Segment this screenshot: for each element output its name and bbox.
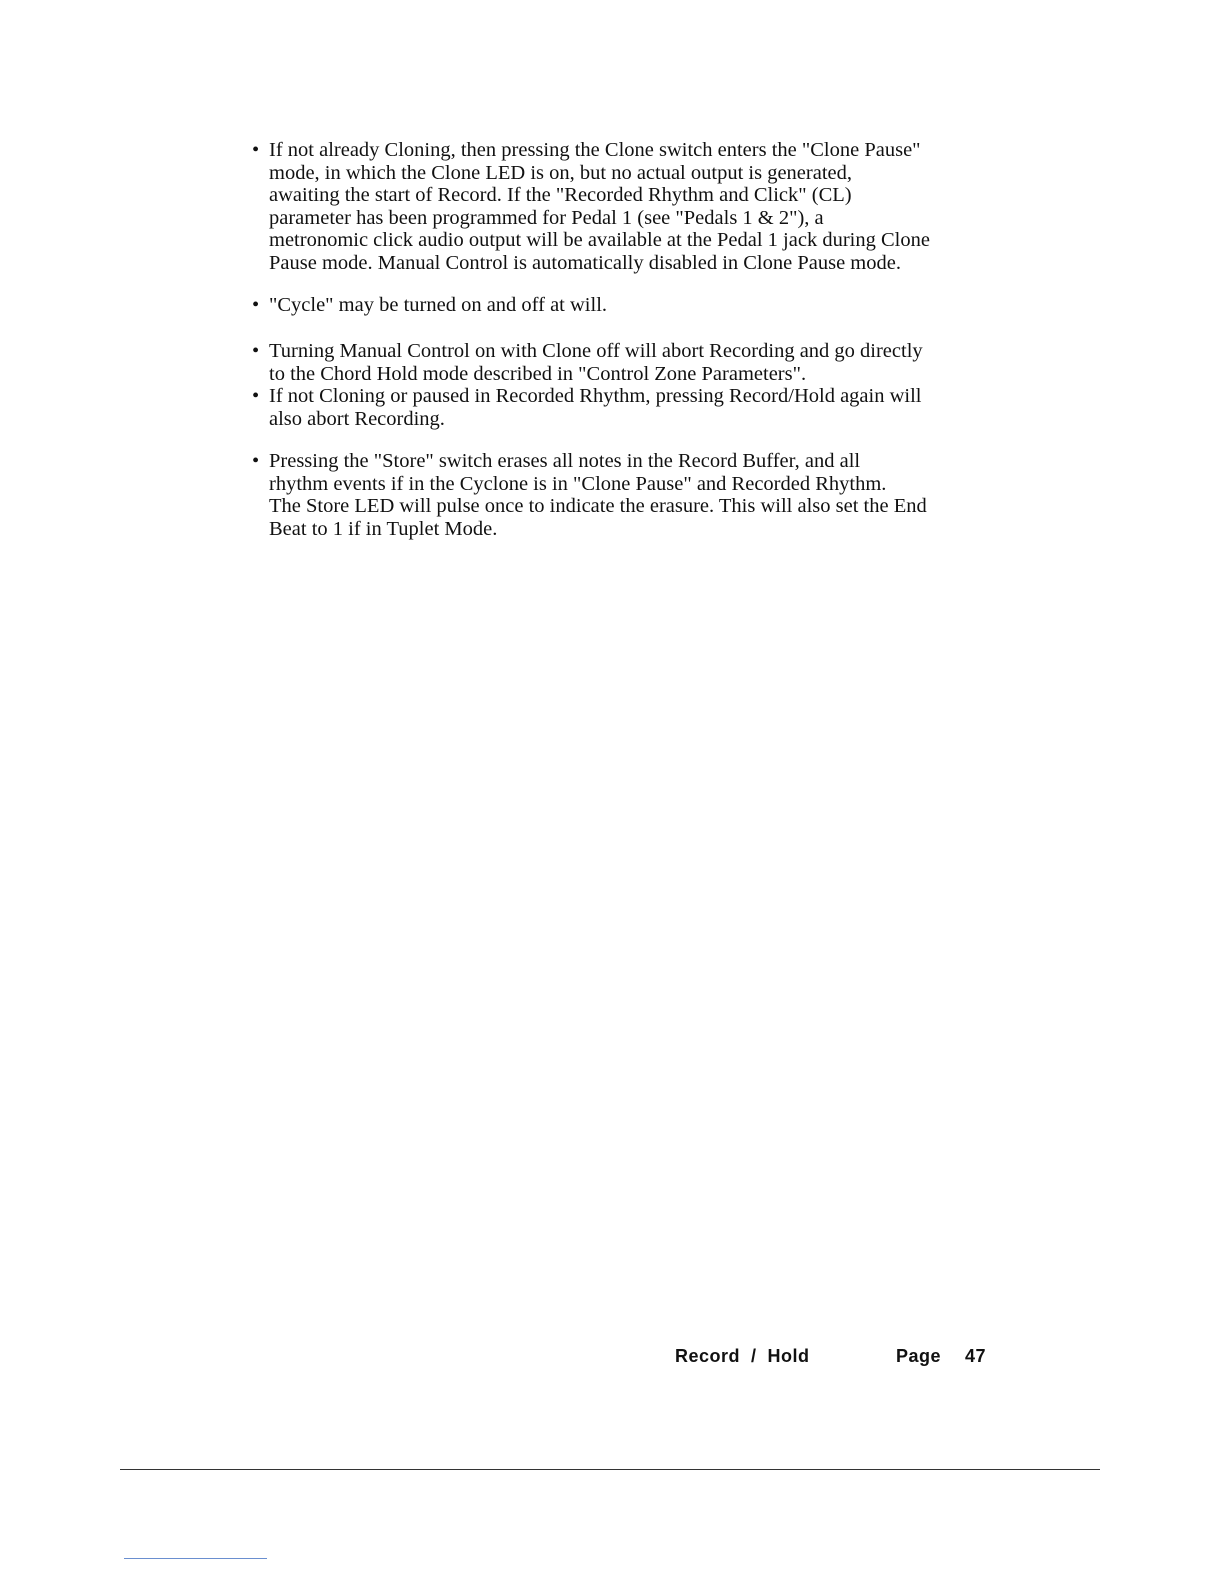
bullet-item-cycle [252,294,997,317]
text-line: "Cycle" may be turned on and off at will. [269,294,608,316]
bullet-text [269,450,997,540]
text-line: Pause mode. Manual Control is automatically disabled in Clone Pause mode. [269,251,901,274]
bullet-text [269,385,997,430]
text-line: to the Chord Hold mode described in "Control Zone Parameters". [269,362,807,385]
text-line: rhythm events if in the Cyclone is in "Clone Pause" and Recorded Rhythm. [269,472,887,495]
text-line: The Store LED will pulse once to indicate the erasure. This will also set the End [269,495,927,517]
bullet-item-clone-pause [252,139,997,274]
bullet-text [269,294,997,317]
bullet-text [269,139,997,274]
bullet-marker: • [252,340,260,362]
bullet-text [269,340,997,385]
bullet-item-manual-control [252,340,997,385]
text-line: If not Cloning or paused in Recorded Rhythm, pressing Record/Hold again will [269,385,922,407]
scan-edge-line [124,1558,267,1559]
text-line: Turning Manual Control on with Clone off will abort Recording and go directly [269,340,923,362]
bullet-item-store [252,450,997,540]
text-line: Beat to 1 if in Tuplet Mode. [269,517,498,540]
bullet-marker: • [252,385,260,407]
text-line: mode, in which the Clone LED is on, but no actual output is generated, [269,161,852,184]
text-line: Pressing the "Store" switch erases all notes in the Record Buffer, and all [269,450,861,472]
bullet-marker: • [252,294,260,316]
text-line: parameter has been programmed for Pedal 1 (see "Pedals 1 & 2"), a [269,206,824,229]
footer-section-title: Record / Hold [675,1346,810,1366]
bullet-marker: • [252,450,260,472]
bullet-item-abort-recording [252,385,997,430]
text-line: If not already Cloning, then pressing the Clone switch enters the "Clone Pause" [269,139,921,161]
footer-divider [120,1469,1100,1470]
footer-page-number: 47 [965,1346,987,1366]
text-line: metronomic click audio output will be available at the Pedal 1 jack during Clone [269,229,930,251]
bullet-marker: • [252,139,260,161]
text-line: also abort Recording. [269,407,445,430]
text-line: awaiting the start of Record. If the "Recorded Rhythm and Click" (CL) [269,184,852,206]
footer-page-label: Page [896,1346,942,1366]
